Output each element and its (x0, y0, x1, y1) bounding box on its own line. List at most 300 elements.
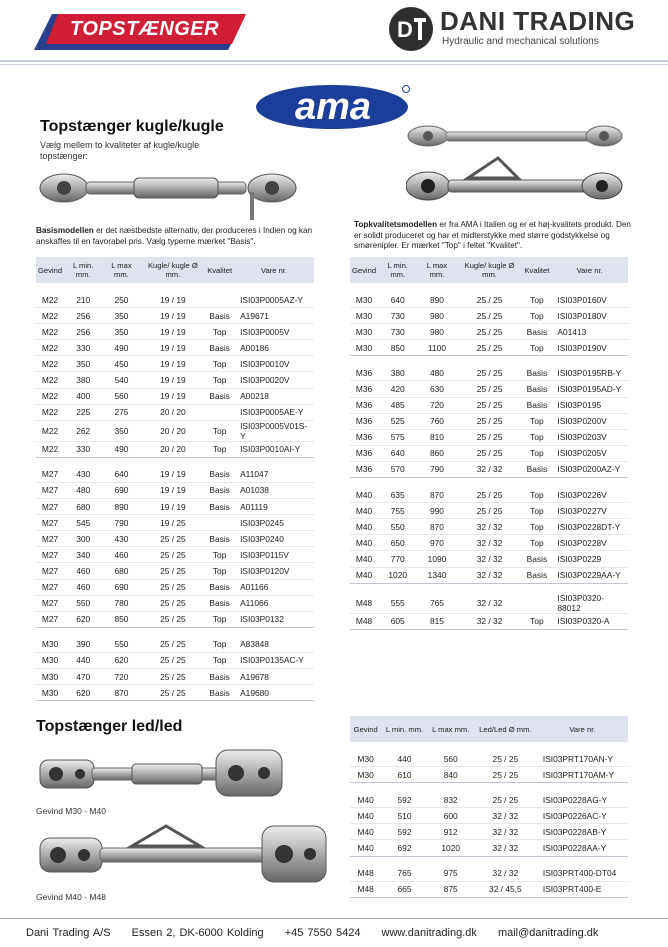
table-cell: M36 (350, 445, 378, 461)
table-cell: ISI03PRT400-DT04 (537, 866, 628, 882)
table-cell: Top (522, 519, 551, 535)
table-cell: 32 / 32 (457, 593, 523, 614)
table-row (350, 792, 628, 808)
table-cell: 25 / 25 (141, 595, 206, 611)
table-cell: 450 (102, 356, 140, 372)
table-cell: 770 (378, 551, 417, 567)
table-cell: A01038 (234, 482, 314, 498)
table-cell: Top (205, 372, 234, 388)
table-row (36, 579, 314, 595)
table-cell: Basis (205, 668, 234, 684)
table-row (350, 340, 628, 356)
table-cell: 25 / 25 (457, 365, 523, 381)
table-cell: Top (522, 503, 551, 519)
table-row (36, 388, 314, 404)
table-cell: ISI03P0010AI-Y (234, 441, 314, 457)
table-cell: M30 (350, 324, 378, 340)
table-cell: Basis (205, 482, 234, 498)
company-name: DANI TRADING (440, 6, 636, 36)
table-cell: 440 (381, 751, 427, 767)
table-cell: 980 (417, 308, 456, 324)
table-cell: 592 (381, 824, 427, 840)
table-cell: M22 (36, 324, 64, 340)
table-cell: ISI03P0195AD-Y (551, 381, 628, 397)
table-cell: 600 (428, 808, 474, 824)
ama-logo-text: ama (294, 86, 372, 128)
table-cell: 256 (64, 324, 102, 340)
table-row (36, 340, 314, 356)
table-cell: 300 (64, 531, 102, 547)
table-cell: 832 (428, 792, 474, 808)
table-cell: Top (205, 563, 234, 579)
table-cell: 975 (428, 866, 474, 882)
table-cell: ISI03P0229 (551, 551, 628, 567)
table-cell: 32 / 32 (474, 866, 537, 882)
table-cell: 250 (102, 292, 140, 308)
table-cell: 990 (417, 503, 456, 519)
table-cell: 460 (64, 579, 102, 595)
table-row (350, 866, 628, 882)
table-cell: Basis (205, 531, 234, 547)
table-cell: 912 (428, 824, 474, 840)
table-cell: 25 / 25 (457, 308, 523, 324)
table-row (36, 324, 314, 340)
table-cell: 1100 (417, 340, 456, 356)
column-header: L max mm. (417, 257, 456, 283)
table-cell: 1020 (428, 840, 474, 856)
banner-title: TOPSTÆNGER (70, 18, 220, 40)
column-header: Vare nr. (234, 257, 314, 283)
group-spacer (350, 742, 628, 751)
table-cell: 650 (378, 535, 417, 551)
table-cell: 25 / 25 (457, 381, 523, 397)
table-header-row (36, 257, 314, 283)
table-cell (522, 593, 551, 614)
column-header: Gevind (350, 257, 378, 283)
table-cell: Top (522, 308, 551, 324)
table-cell: M36 (350, 397, 378, 413)
table-row (350, 767, 628, 783)
table-cell: M27 (36, 579, 64, 595)
table-cell: 720 (417, 397, 456, 413)
table-cell: ISI03P0320-88012 (551, 593, 628, 614)
table-cell: A01166 (234, 579, 314, 595)
table-cell: ISI03P0005AE-Y (234, 404, 314, 420)
table-cell: 730 (378, 324, 417, 340)
table-cell: Top (205, 637, 234, 653)
table-cell: 32 / 32 (474, 808, 537, 824)
table-cell: 25 / 25 (474, 767, 537, 783)
column-header: L max mm. (102, 257, 140, 283)
table-cell: A19678 (234, 668, 314, 684)
table-cell: 25 / 25 (457, 445, 523, 461)
table-cell: 850 (102, 611, 140, 627)
table-cell: 25 / 25 (141, 685, 206, 701)
table-cell: 19 / 19 (141, 372, 206, 388)
table-cell: ISI03PRT170AM-Y (537, 767, 628, 783)
spacer-cell (350, 478, 628, 488)
table-cell: 550 (102, 637, 140, 653)
table-cell: ISI03P0203V (551, 429, 628, 445)
table-cell: 620 (102, 652, 140, 668)
spacer-cell (350, 356, 628, 366)
table-cell: 350 (64, 356, 102, 372)
table-row (350, 487, 628, 503)
table-cell: ISI03P0195RB-Y (551, 365, 628, 381)
table-cell: M40 (350, 840, 381, 856)
table-cell: M22 (36, 340, 64, 356)
table-row (350, 292, 628, 308)
column-header: L min. mm. (381, 716, 427, 742)
table-cell: 760 (417, 413, 456, 429)
caption-m40-m48: Gevind M40 - M48 (36, 892, 106, 902)
table-cell: 480 (64, 482, 102, 498)
table-cell: 32 / 32 (457, 461, 523, 477)
table-cell: M40 (350, 503, 378, 519)
table-cell: 25 / 25 (141, 652, 206, 668)
table-cell: M40 (350, 792, 381, 808)
table-cell: M30 (36, 668, 64, 684)
table-cell: 19 / 19 (141, 388, 206, 404)
spacer-cell (36, 627, 314, 637)
spacer-cell (350, 583, 628, 593)
table-row (350, 381, 628, 397)
group-spacer (350, 478, 628, 488)
table-cell: M36 (350, 381, 378, 397)
table-cell: M27 (36, 531, 64, 547)
table-cell: 635 (378, 487, 417, 503)
table-cell: M40 (350, 487, 378, 503)
footer-email-link[interactable]: mail@danitrading.dk (497, 927, 599, 939)
table-cell: M30 (350, 767, 381, 783)
table-cell: 19 / 19 (141, 308, 206, 324)
table-cell: ISI03P0200V (551, 413, 628, 429)
table-cell: M40 (350, 519, 378, 535)
table-cell (205, 292, 234, 308)
table-cell: ISI03P0226V (551, 487, 628, 503)
table-cell: ISI03P0115V (234, 547, 314, 563)
table-cell: 550 (378, 519, 417, 535)
table-cell: 680 (102, 563, 140, 579)
table-cell: A19671 (234, 308, 314, 324)
table-row (350, 429, 628, 445)
table-cell: 870 (102, 685, 140, 701)
table-cell: M48 (350, 866, 381, 882)
svg-text:D: D (397, 17, 413, 42)
footer-web-link[interactable]: www.danitrading.dk (381, 927, 477, 939)
table-cell: 32 / 32 (474, 824, 537, 840)
table-cell: 605 (378, 613, 417, 629)
table-cell: 540 (102, 372, 140, 388)
table-cell: M40 (350, 824, 381, 840)
table-cell: ISI03P0160V (551, 292, 628, 308)
table-cell: A11047 (234, 467, 314, 483)
table-cell: M22 (36, 308, 64, 324)
table-cell: 19 / 19 (141, 467, 206, 483)
table-cell: Top (205, 652, 234, 668)
table-cell: 400 (64, 388, 102, 404)
table-cell: 350 (102, 324, 140, 340)
table-cell: 560 (428, 751, 474, 767)
table-row (36, 420, 314, 441)
table-cell: ISI03PRT400-E (537, 881, 628, 897)
table-row (36, 482, 314, 498)
table-cell: 980 (417, 324, 456, 340)
table-cell: 256 (64, 308, 102, 324)
table-cell: 262 (64, 420, 102, 441)
led-link-image-large (36, 822, 332, 890)
table-cell: 19 / 19 (141, 340, 206, 356)
table-cell: Basis (205, 499, 234, 515)
company-tagline: Hydraulic and mechanical solutions (442, 36, 599, 47)
table-cell: 19 / 19 (141, 356, 206, 372)
table-cell: 25 / 25 (457, 413, 523, 429)
table-cell: 630 (417, 381, 456, 397)
table-cell: Top (522, 487, 551, 503)
table-cell: Basis (522, 551, 551, 567)
table-cell: M30 (36, 637, 64, 653)
table-row (350, 503, 628, 519)
table-cell: M30 (36, 685, 64, 701)
table-cell: ISI03P0240 (234, 531, 314, 547)
table-cell: 640 (378, 445, 417, 461)
table-cell: Top (522, 613, 551, 629)
table-cell: 490 (102, 441, 140, 457)
basis-description (36, 226, 322, 247)
table-row (36, 637, 314, 653)
table-row (36, 356, 314, 372)
table-cell: 665 (381, 881, 427, 897)
table-cell: M40 (350, 567, 378, 583)
table-cell: M40 (350, 808, 381, 824)
table-cell: 860 (417, 445, 456, 461)
table-cell: 875 (428, 881, 474, 897)
table-cell: M48 (350, 593, 378, 614)
table-cell: 380 (64, 372, 102, 388)
table-row (350, 840, 628, 856)
table-cell: 25 / 25 (457, 503, 523, 519)
table-cell: 850 (378, 340, 417, 356)
table-cell: 510 (381, 808, 427, 824)
table-cell: ISI03P0228DT-Y (551, 519, 628, 535)
table-row (36, 563, 314, 579)
table-row (36, 292, 314, 308)
table-cell: M48 (350, 881, 381, 897)
table-cell: M40 (350, 535, 378, 551)
table-cell: 970 (417, 535, 456, 551)
column-header: Gevind (36, 257, 64, 283)
top-description (354, 220, 632, 252)
table-cell: M30 (350, 340, 378, 356)
table-cell: 32 / 32 (474, 840, 537, 856)
table-cell: 19 / 25 (141, 515, 206, 531)
table-cell: Basis (205, 685, 234, 701)
table-cell: ISI03P0229AA-Y (551, 567, 628, 583)
table-cell: ISI03P0120V (234, 563, 314, 579)
column-header: Vare nr. (537, 716, 628, 742)
table-row (350, 824, 628, 840)
table-cell: 210 (64, 292, 102, 308)
table-row (36, 499, 314, 515)
table-cell: ISI03P0228V (551, 535, 628, 551)
group-spacer (36, 283, 314, 292)
table-cell: 815 (417, 613, 456, 629)
column-header: Kvalitet (522, 257, 551, 283)
table-cell: 32 / 32 (457, 567, 523, 583)
table-cell: M27 (36, 595, 64, 611)
table-header-row (350, 716, 628, 742)
table-cell: Top (205, 324, 234, 340)
table-cell: ISI03P0190V (551, 340, 628, 356)
footer-company: Dani Trading A/S (26, 927, 111, 939)
table-cell: 550 (64, 595, 102, 611)
table-row (36, 308, 314, 324)
table-cell: 19 / 19 (141, 499, 206, 515)
table-cell: 25 / 25 (141, 637, 206, 653)
table-cell: 592 (381, 792, 427, 808)
table-cell: 25 / 25 (141, 668, 206, 684)
table-cell: ISI03P0205V (551, 445, 628, 461)
table-cell: 620 (64, 685, 102, 701)
table-cell: M27 (36, 611, 64, 627)
group-spacer (350, 583, 628, 593)
table-header-row (350, 257, 628, 283)
table-cell: Basis (205, 388, 234, 404)
basis-description-bold: Basismodellen (36, 226, 94, 235)
column-header: Gevind (350, 716, 381, 742)
group-spacer (350, 856, 628, 866)
column-header: Kugle/ kugle Ø mm. (457, 257, 523, 283)
table-row (350, 413, 628, 429)
table-cell: A19680 (234, 685, 314, 701)
table-cell: 275 (102, 404, 140, 420)
table-cell: ISI03P0005AZ-Y (234, 292, 314, 308)
table-cell: ISI03P0226AC-Y (537, 808, 628, 824)
table-cell: 32 / 32 (457, 535, 523, 551)
table-cell: M30 (36, 652, 64, 668)
table-cell: 765 (381, 866, 427, 882)
table-cell: Top (522, 413, 551, 429)
table-cell: Basis (205, 467, 234, 483)
table-cell: M40 (350, 551, 378, 567)
table-cell: 25 / 25 (141, 547, 206, 563)
table-row (36, 467, 314, 483)
table-cell: 25 / 25 (457, 324, 523, 340)
spacer-cell (36, 283, 314, 292)
table-cell: ISI03P0010V (234, 356, 314, 372)
table-row (36, 611, 314, 627)
table-row (36, 652, 314, 668)
table-row (36, 404, 314, 420)
table-row (350, 551, 628, 567)
table-cell: 25 / 25 (141, 531, 206, 547)
table-row (350, 593, 628, 614)
ball-top-link-image (38, 168, 300, 224)
column-header: Kvalitet (205, 257, 234, 283)
table-cell: Basis (205, 340, 234, 356)
table-cell: 480 (417, 365, 456, 381)
table-row (36, 685, 314, 701)
table-cell: Top (205, 547, 234, 563)
table-row (36, 441, 314, 457)
column-header: Vare nr. (551, 257, 628, 283)
intro-text: Vælg mellem to kvaliteter af kugle/kugle topstænger: (40, 140, 200, 161)
table-cell: 755 (378, 503, 417, 519)
table-cell: ISI03P0132 (234, 611, 314, 627)
table-cell: Basis (522, 461, 551, 477)
table-cell: 20 / 20 (141, 441, 206, 457)
table-cell: 430 (64, 467, 102, 483)
table-cell: 340 (64, 547, 102, 563)
table-cell: Top (205, 611, 234, 627)
top-quality-link-image (406, 124, 624, 208)
table-row (350, 881, 628, 897)
column-header: L min. mm. (64, 257, 102, 283)
table-cell: ISI03P0320-A (551, 613, 628, 629)
table-cell: 690 (102, 482, 140, 498)
table-cell: 25 / 25 (457, 397, 523, 413)
led-table (350, 716, 628, 898)
table-row (36, 531, 314, 547)
group-spacer (36, 457, 314, 467)
table-cell: 1340 (417, 567, 456, 583)
table-cell: M22 (36, 404, 64, 420)
table-cell: M36 (350, 429, 378, 445)
led-link-image-small (36, 746, 290, 802)
table-cell: M22 (36, 388, 64, 404)
table-row (350, 567, 628, 583)
table-cell: 640 (378, 292, 417, 308)
table-cell: 32 / 32 (457, 613, 523, 629)
table-cell: 25 / 25 (141, 579, 206, 595)
table-cell: M30 (350, 308, 378, 324)
section-title-led: Topstænger led/led (36, 718, 183, 735)
table-cell: 790 (102, 515, 140, 531)
table-cell: Basis (522, 397, 551, 413)
table-row (36, 372, 314, 388)
table-row (350, 535, 628, 551)
table-row (36, 595, 314, 611)
table-row (350, 751, 628, 767)
table-cell: Basis (522, 567, 551, 583)
footer-address: Essen 2, DK-6000 Kolding (131, 927, 264, 939)
table-cell: Top (522, 292, 551, 308)
table-cell: 25 / 25 (457, 429, 523, 445)
table-cell: A00218 (234, 388, 314, 404)
table-row (350, 397, 628, 413)
table-cell: 890 (417, 292, 456, 308)
table-cell: M36 (350, 365, 378, 381)
table-cell: 20 / 20 (141, 404, 206, 420)
footer (26, 927, 598, 939)
table-cell: 19 / 19 (141, 482, 206, 498)
table-cell: 32 / 45,5 (474, 881, 537, 897)
table-row (36, 547, 314, 563)
column-header: L max mm. (428, 716, 474, 742)
spacer-cell (350, 283, 628, 292)
table-cell: M27 (36, 467, 64, 483)
table-cell: M30 (350, 292, 378, 308)
table-cell: ISI03P0195 (551, 397, 628, 413)
table-cell: 32 / 32 (457, 551, 523, 567)
table-cell: 19 / 19 (141, 324, 206, 340)
table-cell: 460 (64, 563, 102, 579)
table-cell: 470 (64, 668, 102, 684)
table-cell: Top (522, 429, 551, 445)
top-description-bold: Topkvalitetsmodellen (354, 220, 438, 229)
table-cell: M27 (36, 547, 64, 563)
table-cell: 730 (378, 308, 417, 324)
